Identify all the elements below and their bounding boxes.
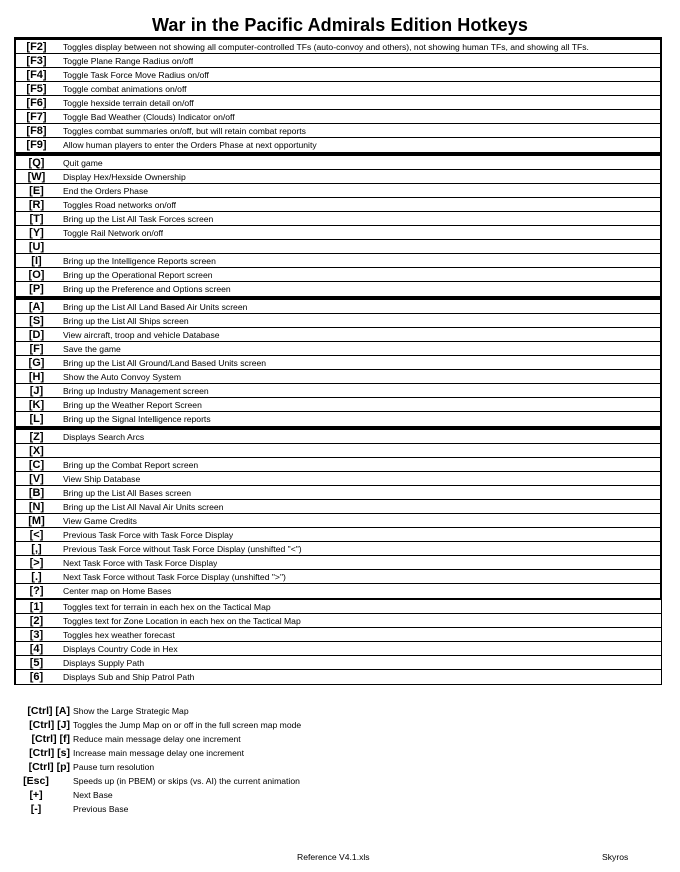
hotkey-key: [V] <box>29 472 44 485</box>
hotkey-key: [P] <box>29 283 44 295</box>
modifier-hotkey-row <box>14 760 654 774</box>
hotkey-key: [Z] <box>29 430 44 443</box>
hotkey-description: Show the Auto Convoy System <box>63 371 181 382</box>
hotkey-row <box>16 156 660 170</box>
hotkey-row <box>16 514 660 528</box>
hotkey-description: Bring up Industry Management screen <box>63 385 209 396</box>
hotkey-row <box>16 138 660 152</box>
hotkey-row <box>16 342 660 356</box>
modifier-hotkey-description: Pause turn resolution <box>73 762 155 772</box>
modifier-hotkey-description: Increase main message delay one increment <box>73 748 245 758</box>
hotkey-description: Toggles display between not showing all computer-controlled TFs (auto-convoy and others), not showing human TFs, and showing all TFs. <box>63 41 589 52</box>
hotkey-row <box>16 268 660 282</box>
modifier-hotkey-key: [Esc] <box>23 775 49 787</box>
hotkey-description: Bring up the List All Ships screen <box>63 315 189 326</box>
hotkey-row <box>16 656 661 670</box>
hotkey-row <box>16 430 660 444</box>
hotkey-key: [F] <box>29 342 44 355</box>
hotkey-group <box>14 153 662 298</box>
hotkey-description: Bring up the List All Task Forces screen <box>63 213 214 224</box>
hotkey-row <box>16 600 661 614</box>
hotkey-description: Display Hex/Hexside Ownership <box>63 171 186 182</box>
hotkey-key: [K] <box>28 398 45 411</box>
hotkey-key: [F7] <box>26 110 47 123</box>
modifier-hotkey-description: Toggles the Jump Map on or off in the full screen map mode <box>73 720 302 730</box>
modifier-hotkey-key: [Ctrl] [s] <box>29 747 70 759</box>
hotkey-key: [L] <box>29 413 44 425</box>
hotkey-key: [R] <box>28 198 45 211</box>
hotkey-key: [S] <box>29 314 44 327</box>
hotkey-row <box>16 68 660 82</box>
hotkey-row <box>16 82 660 96</box>
hotkey-row <box>16 542 660 556</box>
hotkey-description: Toggle Plane Range Radius on/off <box>63 55 194 66</box>
hotkey-description: Toggles Road networks on/off <box>63 199 177 210</box>
hotkey-row <box>16 528 660 542</box>
hotkey-key: [M] <box>28 514 45 527</box>
hotkey-description: Toggle Rail Network on/off <box>63 227 164 238</box>
hotkey-key: [F6] <box>26 96 47 109</box>
hotkey-row <box>16 282 660 296</box>
hotkey-description: View Game Credits <box>63 515 137 526</box>
hotkey-row <box>16 254 660 268</box>
modifier-hotkey-key: [Ctrl] [A] <box>27 705 70 717</box>
hotkey-row <box>16 40 660 54</box>
hotkey-key: [,] <box>31 542 42 555</box>
modifier-hotkey-row <box>14 746 654 760</box>
hotkey-row <box>16 472 660 486</box>
hotkey-row <box>16 500 660 514</box>
hotkey-description: Bring up the Weather Report Screen <box>63 399 202 410</box>
hotkey-row <box>16 412 660 426</box>
page-title: War in the Pacific Admirals Edition Hotkeys <box>151 15 529 35</box>
hotkey-description: Previous Task Force without Task Force Display (unshifted "<") <box>63 543 302 554</box>
hotkey-row <box>16 642 661 656</box>
hotkey-description: Displays Supply Path <box>63 657 145 668</box>
hotkey-row <box>16 300 660 314</box>
hotkey-row <box>16 370 660 384</box>
hotkey-row <box>16 670 661 684</box>
hotkey-row <box>16 184 660 198</box>
hotkey-row <box>16 226 660 240</box>
modifier-hotkey-row <box>14 718 654 732</box>
hotkey-row <box>16 328 660 342</box>
hotkey-key: [H] <box>28 370 45 383</box>
hotkey-key: [<] <box>29 528 44 541</box>
hotkey-key: [>] <box>29 556 44 569</box>
modifier-hotkey-key: [+] <box>29 789 43 801</box>
modifier-hotkey-description: Show the Large Strategic Map <box>73 706 189 716</box>
hotkey-key: [X] <box>29 444 44 457</box>
hotkey-key: [F4] <box>26 68 47 81</box>
hotkey-description: Bring up the List All Land Based Air Units screen <box>63 301 248 312</box>
hotkey-row <box>16 444 660 458</box>
hotkey-description: Bring up the Intelligence Reports screen <box>63 255 216 266</box>
hotkey-group <box>14 37 662 154</box>
hotkey-description: Toggle hexside terrain detail on/off <box>63 97 194 108</box>
modifier-hotkey-row <box>14 788 654 802</box>
hotkey-key: [D] <box>28 328 45 341</box>
hotkey-row <box>16 240 660 254</box>
hotkey-description: Toggles text for terrain in each hex on the Tactical Map <box>63 601 271 612</box>
hotkey-group <box>14 599 662 685</box>
hotkey-description: Toggles hex weather forecast <box>63 629 175 640</box>
hotkey-key: [T] <box>29 212 44 225</box>
hotkey-description: Toggles combat summaries on/off, but will retain combat reports <box>63 125 306 136</box>
hotkey-row <box>16 124 660 138</box>
hotkey-key: [E] <box>29 184 44 197</box>
hotkey-key: [F3] <box>26 54 47 67</box>
hotkey-key: [F9] <box>26 139 47 151</box>
hotkey-description: Toggle Bad Weather (Clouds) Indicator on/off <box>63 111 235 122</box>
hotkey-row <box>16 486 660 500</box>
hotkey-key: [1] <box>29 600 44 613</box>
hotkey-key: [I] <box>31 254 42 267</box>
hotkey-description: Bring up the Preference and Options screen <box>63 284 231 294</box>
footer-author: Skyros <box>602 852 629 862</box>
hotkey-key: [A] <box>28 300 45 313</box>
hotkey-row <box>16 198 660 212</box>
hotkey-key: [W] <box>27 170 46 183</box>
hotkey-row <box>16 314 660 328</box>
hotkey-row <box>16 556 660 570</box>
hotkey-key: [G] <box>28 356 45 369</box>
modifier-hotkey-key: [Ctrl] [f] <box>31 733 70 745</box>
modifier-hotkey-row <box>14 732 654 746</box>
hotkey-description: Quit game <box>63 157 103 168</box>
hotkey-description: Displays Sub and Ship Patrol Path <box>63 672 195 682</box>
hotkey-key: [U] <box>28 240 45 253</box>
hotkey-key: [O] <box>28 268 45 281</box>
hotkey-row <box>16 96 660 110</box>
hotkey-key: [B] <box>28 486 45 499</box>
hotkey-key: [F2] <box>26 40 47 53</box>
footer-filename: Reference V4.1.xls <box>297 852 370 862</box>
modifier-hotkey-description: Previous Base <box>73 804 129 814</box>
hotkey-description: Previous Task Force with Task Force Display <box>63 529 234 540</box>
hotkey-description: Toggles text for Zone Location in each hex on the Tactical Map <box>63 615 301 626</box>
hotkey-key: [5] <box>29 656 44 669</box>
hotkey-key: [N] <box>28 500 45 513</box>
hotkey-key: [C] <box>28 458 45 471</box>
modifier-hotkey-description: Speeds up (in PBEM) or skips (vs. AI) the current animation <box>73 776 300 786</box>
hotkey-key: [.] <box>31 570 42 583</box>
hotkey-description: Next Task Force without Task Force Display (unshifted ">") <box>63 571 286 582</box>
hotkey-description: Allow human players to enter the Orders Phase at next opportunity <box>63 140 317 150</box>
modifier-hotkey-description: Next Base <box>73 790 113 800</box>
hotkey-table <box>14 38 662 685</box>
hotkey-row <box>16 570 660 584</box>
hotkey-group <box>14 297 662 428</box>
modifier-hotkey-row <box>14 704 654 718</box>
hotkey-row <box>16 110 660 124</box>
hotkey-key: [F5] <box>26 82 47 95</box>
hotkey-description: Save the game <box>63 343 121 354</box>
hotkey-description: Toggle combat animations on/off <box>63 83 187 94</box>
modifier-hotkey-description: Reduce main message delay one increment <box>73 734 241 744</box>
hotkey-row <box>16 614 661 628</box>
hotkey-description: Bring up the List All Naval Air Units screen <box>63 501 224 512</box>
hotkey-description: Bring up the List All Ground/Land Based Units screen <box>63 357 267 368</box>
hotkey-row <box>16 584 660 598</box>
hotkey-key: [J] <box>29 384 44 397</box>
modifier-hotkey-key: [-] <box>30 803 42 815</box>
modifier-hotkey-key: [Ctrl] [J] <box>29 719 70 731</box>
hotkey-description: Bring up the Signal Intelligence reports <box>63 414 211 424</box>
hotkey-key: [6] <box>29 671 44 683</box>
hotkey-description: View Ship Database <box>63 473 141 484</box>
modifier-hotkey-row <box>14 802 654 816</box>
hotkey-description: Displays Search Arcs <box>63 431 145 442</box>
hotkey-row <box>16 628 661 642</box>
hotkey-key: [Q] <box>28 156 45 169</box>
hotkey-row <box>16 356 660 370</box>
hotkey-key: [2] <box>29 614 44 627</box>
hotkey-description: View aircraft, troop and vehicle Database <box>63 329 220 340</box>
hotkey-row <box>16 458 660 472</box>
hotkey-description: Displays Country Code in Hex <box>63 643 178 654</box>
hotkey-key: [4] <box>29 642 44 655</box>
hotkey-key: [3] <box>29 628 44 641</box>
hotkey-description: End the Orders Phase <box>63 185 149 196</box>
hotkey-row <box>16 170 660 184</box>
hotkey-row <box>16 398 660 412</box>
hotkey-row <box>16 54 660 68</box>
modifier-hotkey-row <box>14 774 654 788</box>
hotkey-description: Next Task Force with Task Force Display <box>63 557 218 568</box>
hotkey-description: Bring up the Combat Report screen <box>63 459 199 470</box>
hotkey-description: Center map on Home Bases <box>63 586 172 596</box>
hotkey-row <box>16 212 660 226</box>
hotkey-key: [Y] <box>29 226 44 239</box>
hotkey-description: Bring up the Operational Report screen <box>63 269 213 280</box>
hotkey-description: Toggle Task Force Move Radius on/off <box>63 69 209 80</box>
modifier-hotkey-key: [Ctrl] [p] <box>28 761 70 773</box>
modifier-hotkey-list <box>14 704 654 816</box>
hotkey-group <box>14 427 662 600</box>
hotkey-key: [?] <box>29 585 44 597</box>
hotkey-row <box>16 384 660 398</box>
hotkey-key: [F8] <box>26 124 47 137</box>
hotkey-description: Bring up the List All Bases screen <box>63 487 192 498</box>
